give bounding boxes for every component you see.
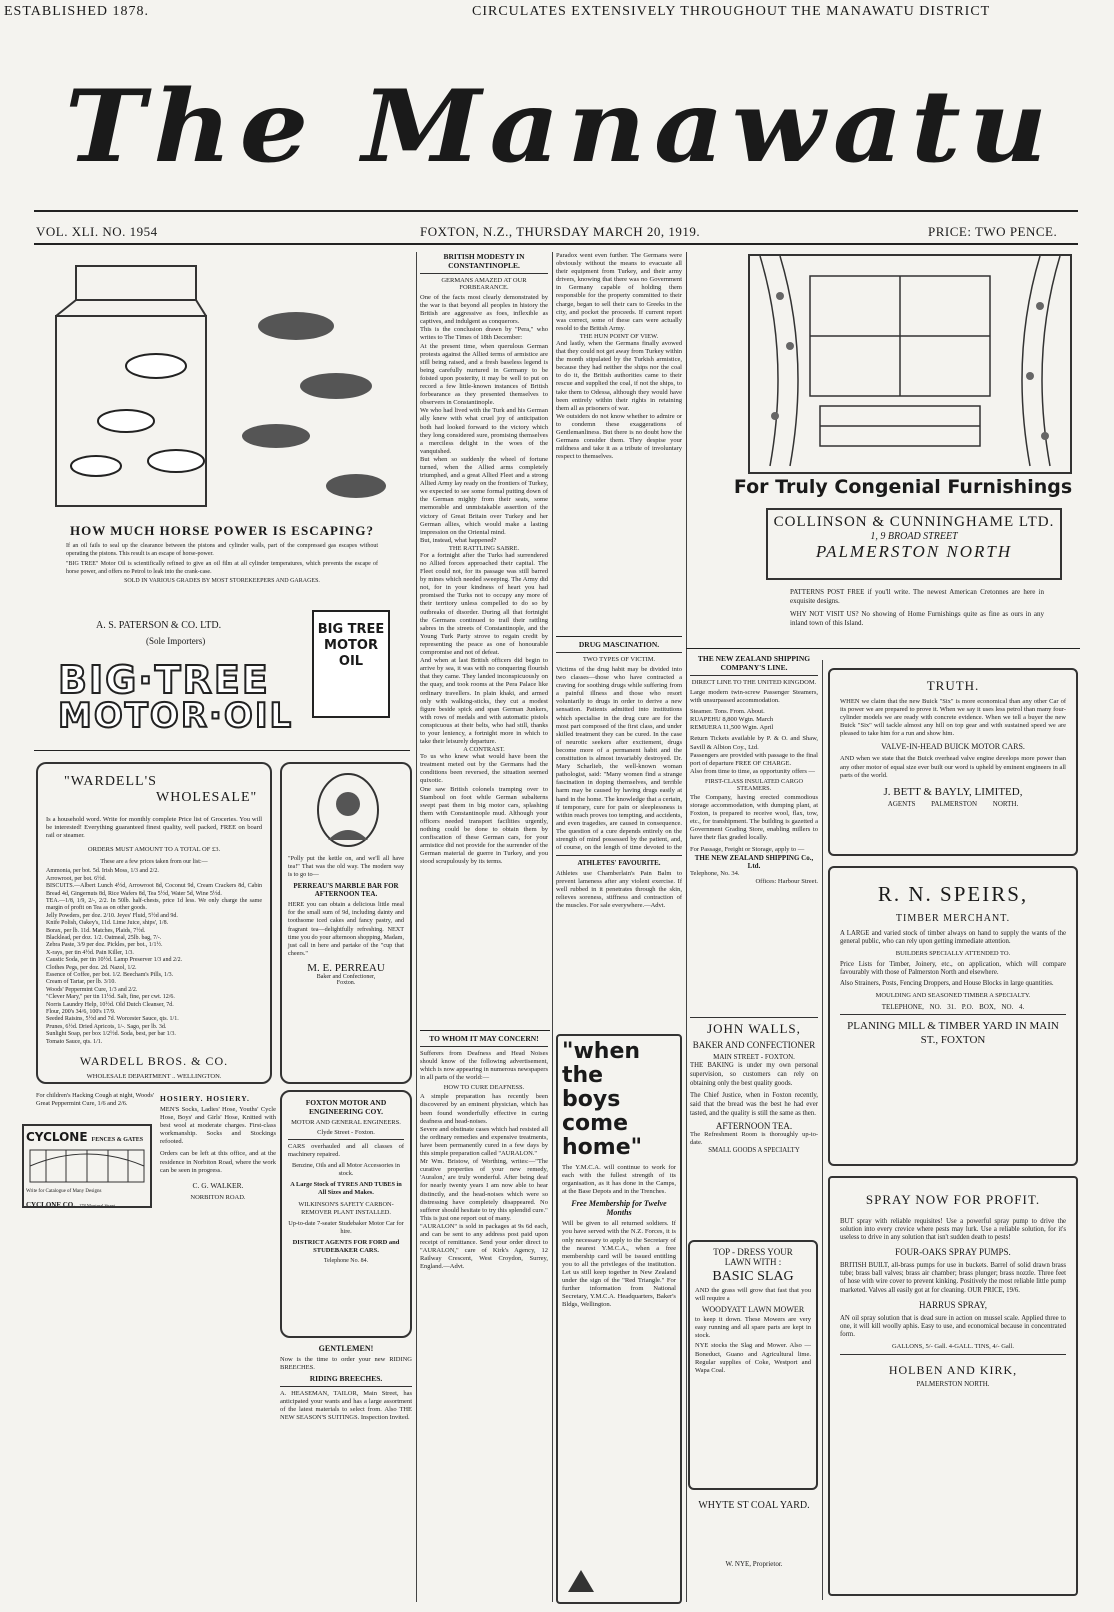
column-rule — [822, 660, 823, 1600]
speirs-body: Also Strainers, Posts, Fencing Droppers, and House Blocks in large quantities. — [840, 980, 1054, 988]
truth-head: TRUTH. — [926, 678, 980, 693]
truth-agents: AGENTS PALMERSTON NORTH. — [887, 799, 1019, 808]
walls-small: SMALL GOODS A SPECIALTY — [708, 1147, 800, 1155]
coal-yard: WHYTE ST COAL YARD. — [698, 1500, 810, 1511]
price-list-item: Prunes, 6½d. Dried Apricots, 1/-. Sago, per lb. 3d. — [46, 1023, 167, 1030]
wardell-minimum: ORDERS MUST AMOUNT TO A TOTAL OF £3. — [87, 846, 221, 854]
ad-sold-note: SOLD IN VARIOUS GRADES BY MOST STOREKEEPERS AND GARAGES. — [124, 578, 320, 584]
price-list-item: Knife Polish, Oakey's, 11d. Lime Juice, ships', 1/8. — [46, 920, 169, 927]
paragraph: Sufferers from Deafness and Head Noises should know of the following advertisement, which is now appearing in numerous newspapers in all parts of the world:— — [420, 1050, 548, 1082]
speirs-body: Price Lists for Timber, Joinery, etc., on application, which will compare favourably with those of Palmerston North and elsewhere. — [840, 961, 1066, 977]
paragraph: We who had lived with the Turk and his German ally knew with what cruel joy of anticipation both had looked forward to the victory which they long considered sure, promising themselves a merciless delight in the woes of the vanquished. — [420, 407, 548, 455]
hosiery-name: C. G. WALKER. — [192, 1180, 244, 1190]
perreau-trade: Baker and Confectioner, — [316, 973, 376, 980]
price-list-item: Arrowroot, per bot. 6½d. — [46, 875, 107, 882]
horses-illustration — [36, 256, 408, 516]
shipping-offices: Offices: Harbour Street. — [755, 877, 818, 885]
walls-body: THE BAKING is under my own personal supervision, so customers can rely on obtaining only the best quality goods. — [690, 1062, 818, 1087]
motor-tel: Telephone No. 84. — [323, 1258, 369, 1265]
spray-firm: HOLBEN AND KIRK, — [888, 1362, 1018, 1377]
paragraph: "AURALON" is sold in packages at 9s 6d each, and can be sent to any address post paid upon receipt of remittance. Send your order direct to "AURALON," care of Kirk's Agency, 12 Railway Crescent, West Croydon, Surrey, England.—Advt. — [420, 1222, 548, 1271]
speirs-name: R. N. SPEIRS, — [877, 882, 1029, 906]
collinson-logo-box — [766, 508, 1062, 580]
column-rule — [686, 252, 687, 1602]
spray-body: AN oil spray solution that is dead sure in action on mussel scale. Applied three to one, it will kill woolly aphis. Easy to use, and economical because in concentrated form. — [840, 1314, 1066, 1338]
spray-gallons: GALLONS, 5/- Gall. 4-GALL. TINS, 4/- Gall. — [891, 1342, 1015, 1350]
motor-sub: MOTOR AND GENERAL ENGINEERS. — [291, 1119, 401, 1126]
logo-big-tree: BIG·TREE — [58, 658, 270, 702]
ymca-free: Free Membership for Twelve Months — [571, 1199, 667, 1218]
paragraph: Paradox went even further. The Germans were obviously without the means to evacuate all their equipment from Turkey, and their army drivers, knowing that there was no Government in Germany capable of holding them responsible for the property committed to their charge, began to sell their cars to Greeks in the city, and pocket the proceeds. If current report was correct, some of these cars were actually resold to the British Army. — [556, 252, 682, 332]
shipping-row: RUAPEHU 8,800 Wgtn. March — [690, 716, 774, 724]
section-subhead: HOW TO CURE DEAFNESS. — [443, 1084, 525, 1092]
price-list-item: Seeded Raisins, 5½d and 7d. Worcester Sauce, qts. 1/1. — [46, 1016, 179, 1023]
paragraph: Victims of the drug habit may be divided into two classes—those who have contracted a craving for soothing drugs while suffering from a painful illness and those who resort voluntarily to drugs in order to derive a new sensation. Patients admitted into institutions which specialise in the drug cure are for the most part composed of the first class, and under skilled treatment they can be cured. In the case of neurotic seekers after excitement, drugs become more of a permanent habit and the constitution is almost invariably destroyed. Dr. Mary Scharlieb, the well-known woman pathologist, said: "Many women find a strange fascination in doping themselves, and terrible harm may be caused by having drugs easily at hand in the home. The knowledge that a certain, if temporary, cure for pain or sleeplessness is within reach proves too tempting, and accidents, and even tragedies, are caused in consequence. The question of a cure depends entirely on the strength of mind possessed by the patient, and, of course, on the length of time devoted to the — [556, 666, 682, 852]
portrait-vignette — [288, 770, 408, 850]
speirs-tel: TELEPHONE, NO. 31. P.O. BOX, NO. 4. — [881, 1003, 1025, 1012]
price-list-item: Tomato Sauce, qts. 1/1. — [46, 1038, 103, 1045]
gate-illustration — [26, 1146, 148, 1184]
paragraph: Athletes use Chamberlain's Pain Balm to prevent lameness after any violent exercise. If well rubbed in it penetrates through the skin, relieves soreness, stiffness and contraction of the muscles. For sale everywhere.—Advt. — [556, 870, 682, 910]
price-list-item: Caustic Soda, per tin 10½d. Lamp Preserver 1/3 and 2/2. — [46, 957, 183, 964]
price: PRICE: TWO PENCE. — [928, 224, 1058, 239]
gentlemen-line: RIDING BREECHES. — [309, 1374, 383, 1384]
spray-head: SPRAY NOW FOR PROFIT. — [865, 1192, 1041, 1207]
slag-head: LAWN WITH : — [724, 1257, 782, 1267]
price-list-item: X-rays, per tin 4½d. Pain Killer, 1/3. — [46, 949, 134, 956]
price-list-item: Ammonia, per bot. 5d. Irish Moss, 1/3 and 2/2. — [46, 868, 159, 875]
basic-slag-ad — [688, 1240, 818, 1490]
section-subhead: THE RATTLING SABRE. — [448, 544, 520, 552]
speirs-builders: BUILDERS SPECIALLY ATTENDED TO. — [895, 950, 1011, 958]
shipping-agent: THE NEW ZEALAND SHIPPING Co., Ltd. — [694, 853, 814, 870]
motor-line: Up-to-date 7-seater Studebaker Motor Car for hire. — [288, 1219, 404, 1235]
wardell-few: These are a few prices taken from our list:— — [100, 859, 208, 866]
spray-pumps: FOUR-OAKS SPRAY PUMPS. — [895, 1247, 1011, 1258]
masthead-title: The Manawatu — [64, 69, 1056, 185]
slag-head: TOP - DRESS YOUR — [713, 1247, 793, 1257]
motor-street: Clyde Street - Foxton. — [317, 1129, 375, 1136]
price-list-item: "Clever Mary," per tin 11½d. Salt, fine, per cwt. 12/6. — [46, 994, 175, 1001]
volume-number: VOL. XLI. NO. 1954 — [36, 224, 158, 239]
wardell-dept: WHOLESALE DEPARTMENT .. WELLINGTON. — [86, 1073, 222, 1081]
motor-line: WILKINSON'S SAFETY CARBON-REMOVER PLANT INSTALLED. — [298, 1200, 394, 1216]
shipping-body: Large modern twin-screw Passenger Steamers, with unsurpassed accommodation. — [690, 689, 818, 705]
article-head: TO WHOM IT MAY CONCERN! — [429, 1034, 539, 1043]
walls-tea-body: The Refreshment Room is thoroughly up-to-date. — [690, 1131, 818, 1147]
furnish-body: WHY NOT VISIT US? No showing of Home Furnishings quite as fine as ours in any inland town of this Island. — [790, 610, 1044, 627]
shipping-ad — [690, 654, 818, 1014]
perreau-head: PERREAU'S MARBLE BAR FOR AFTERNOON TEA. — [293, 882, 399, 899]
ad-body: "BIG TREE" Motor Oil is scientifically refined to give an oil film at all cylinder temperatures, which prevents the escape of horse power, and offers no Petrol to leak into the crank-case. — [66, 561, 378, 575]
shipping-tel: Telephone, No. 34. — [690, 869, 740, 877]
price-list-item: Blacklead, per doz. 1/2. Oatmeal, 25lb. bag, 7/-. — [46, 934, 162, 941]
furnishing-illustration — [748, 254, 1072, 474]
paragraph: But, instead, what happened? — [420, 536, 497, 544]
motor-line: DISTRICT AGENTS FOR FORD and STUDEBAKER CARS. — [292, 1238, 400, 1255]
walls-trade: BAKER AND CONFECTIONER — [692, 1040, 816, 1050]
dateline: FOXTON, N.Z., THURSDAY MARCH 20, 1919. — [420, 224, 701, 239]
shipping-cargo: FIRST-CLASS INSULATED CARGO STEAMERS. — [704, 777, 804, 792]
perreau-name: M. E. PERREAU — [307, 961, 385, 974]
rule — [34, 750, 410, 751]
article-head: DRUG MASCINATION. — [578, 640, 660, 649]
speirs-body: A LARGE and varied stock of timber always on hand to supply the wants of the general public, who can rely upon getting immediate attention. — [840, 930, 1066, 946]
coal-proprietor: W. NYE, Proprietor. — [725, 1560, 783, 1568]
perreau-body: HERE you can obtain a delicious little meal for the small sum of 9d, including dainty and toothsome iced cakes and fancy pastry, and fragrant tea—delightfully refreshing. NEXT time you do your afternoon shopping, Madam, just call in here and partake of the "cup that cheers." — [288, 901, 404, 957]
cyclone-ad — [22, 1124, 152, 1208]
wardell-title: "WARDELL'S — [64, 774, 157, 789]
truth-valve: VALVE-IN-HEAD BUICK MOTOR CARS. — [881, 742, 1025, 752]
window-scene — [750, 256, 1070, 472]
shipping-body: Also from time to time, as opportunity offers — — [690, 767, 815, 775]
walls-addr: MAIN STREET - FOXTON. — [713, 1053, 795, 1061]
paragraph: One saw British colonels tramping over to Stamboul on foot while German subalterns swept past them in big motor cars, splashing them with Constantinople mud. Although your officers needed transport facilities urgently, nothing could be done to obtain them by confiscation of these German cars, for your armistice did not provide for the surrender of the German material de guerre in Turkey, and you stood scrupulously by its terms. — [420, 785, 548, 866]
shipping-body: For Passage, Freight or Storage, apply to — — [690, 845, 805, 853]
article-head: BRITISH MODESTY IN CONSTANTINOPLE. — [443, 252, 525, 270]
slag-body: NYE stocks the Slag and Mower. Also — Boneduct, Guano and Agricultural lime. Regular supplies of Coke, Westport and Wapa Coal. — [695, 1342, 811, 1374]
article-modesty — [420, 252, 548, 1027]
ad-headline: HOW MUCH HORSE POWER IS ESCAPING? — [70, 523, 374, 538]
price-list-item: Zebra Paste, 3/9 per doz. Pickles, per bot., 1/1½. — [46, 942, 163, 949]
big-tree-oil-ad — [36, 256, 408, 736]
price-list-item: Cream of Tartar, per lb. 3/10. — [46, 979, 116, 986]
furnish-body: PATTERNS POST FREE if you'll write. The newest American Cretonnes are here in exquisite designs. — [790, 588, 1044, 605]
article-subhead: GERMANS AMAZED AT OUR FORBEARANCE. — [441, 277, 527, 291]
shipping-body: Passengers are provided with passage to the final port of departure FREE OF CHARGE. — [690, 751, 818, 767]
article-head: ATHLETES' FAVOURITE. — [577, 859, 661, 867]
price-list-item: TEA.—1/8, 1/9, 2/-, 2/2. In 50lb. half-chests, price 1d less. We only charge the same margin of profit on Tea as on other goods. — [46, 897, 262, 912]
motor-line: CARS overhauled and all classes of machinery repaired. — [288, 1143, 404, 1159]
paragraph: But when so suddenly the wheel of fortune turned, when the Allied arms completely triumphed, and a great Allied Fleet and a strong Allied Army lay ready on the frontiers of Turkey, we expected to see some formal putting down of the German mighty from their seats, some memorable and unmistakable assertion of the victory of Great Britain over Turkey and her German allies, which would make a lasting impression on the Oriental mind. — [420, 455, 548, 536]
oil-can: BIG TREE MOTOR OIL — [312, 610, 390, 718]
article-subhead: TWO TYPES OF VICTIM. — [582, 656, 656, 663]
wardell-wholesale-ad — [36, 762, 272, 1084]
paragraph: We outsiders do not know whether to admire or to condemn these exaggerations of Gentlemanliness. But there is no doubt how the Germans consider them. They despise your mildness and take it as a tribute of involuntary respect to themselves. — [556, 412, 682, 461]
established: ESTABLISHED 1878. — [4, 4, 149, 19]
spray-body: BUT spray with reliable requisites! Use a powerful spray pump to drive the solution into every crevice where pests may lurk. Use a reliable solution, for it's useless to drive in any solution that isn't sudden death to pests! — [840, 1218, 1066, 1242]
paragraph: Severe and obstinate cases which had resisted all the ordinary remedies and expensive treatments, have been permanently cured in a few days by this simple preparation called "AURALON." — [420, 1125, 548, 1158]
wardell-title: WHOLESALE" — [156, 790, 258, 805]
red-triangle-icon — [566, 1568, 596, 1594]
importer-name: A. S. PATERSON & CO. LTD. — [96, 620, 222, 631]
motor-line: A Large Stock of TYRES AND TUBES in All Sizes and Makes. — [290, 1181, 402, 1197]
price-list-item: Clothes Pegs, per doz. 2d. Nazol, 1/2. — [46, 964, 137, 971]
price-list-item: Jelly Powders, per doz. 2/10. Jeyes' Fluid, 5½d and 9d. — [46, 912, 178, 919]
ad-body: If an oil fails to seal up the clearance between the pistons and cylinder walls, part of the compressed gas escapes without operating the pistons. This result is an escape of horse-power. — [66, 543, 378, 557]
speirs-mould: MOULDING AND SEASONED TIMBER A SPECIALTY. — [875, 992, 1031, 1000]
slag-mower: WOODYATT LAWN MOWER — [701, 1305, 805, 1315]
rule — [556, 636, 682, 637]
article-concern — [420, 1034, 548, 1604]
paragraph: One of the facts most clearly demonstrated by the war is that beyond all peoples in history the British are aggressive as foes, inflexible as captives, and indulgent as conquerors. — [420, 294, 548, 326]
cyclone-co: CYCLONE CO. — [26, 1201, 76, 1208]
speirs-trade: TIMBER MERCHANT. — [895, 913, 1011, 924]
column-rule — [552, 252, 553, 1602]
cyclone-write: Write for Catalogue of Many Designs — [26, 1189, 102, 1194]
price-list-item: Woods' Peppermint Cure, 1/3 and 2/2. — [46, 986, 138, 993]
walls-body: The Chief Justice, when in Foxton recently, said that the bread was the best he had ever tasted, and the quality is still the same as then. — [690, 1092, 818, 1117]
wardell-price-list — [46, 868, 262, 1046]
slag-head: BASIC SLAG — [712, 1269, 794, 1284]
paragraph: And lastly, when the Germans finally avowed that they could not get away from Turkey within the month stipulated by the Turkish armistice, because they had neither the ships nor the coal to do it, the British authorities came to their rescue and supplied the coal, if not the ships, to take them to Odessa, although they would have been entirely within their rights in retaining them all as prisoners of war. — [556, 339, 682, 412]
price-list-item: BISCUITS.—Albert Lunch 4½d, Arrowroot 8d, Coconut 9d, Cream Crackers 8d, Cabin Bread 4d, Gingernuts 8d, Rice Wafers 8d, Tea 5½d, Water 5d, Wine 5½d. — [46, 883, 262, 897]
collinson-town: PALMERSTON NORTH — [815, 542, 1013, 561]
hosiery-body: Orders can be left at this office, and at the residence in Norbiton Road, where the work can be seen in progress. — [160, 1150, 276, 1174]
ymca-headline: home" — [562, 1135, 643, 1160]
hosiery-body: MEN'S Socks, Ladies' Hose, Youths' Cycle Hose, Boys' and Girls' Hose, Knitted with best wool at moderate charges. First-class workmanship. Socks and Stockings refooted. — [160, 1106, 276, 1146]
perreau-ad — [280, 762, 412, 1084]
shipping-table-head: Steamer. Tons. From. About. — [690, 708, 765, 716]
walls-ad — [690, 1014, 818, 1236]
speirs-timber-ad — [828, 866, 1078, 1166]
paragraph: And when at last British officers did begin to arrive by sea, it was with no conquering flourish that they came. They landed inconspicuously on the quay, and took rooms at the Pera Palace like ordinary travellers. In plain khaki, and armed only with walking-sticks, they cut a modest figure beside spick and span German Junkers, with rows of medals and with automatic pistols conspicuous at their belts, who had still, thanks to your leniency, a fortnight more in which to take their leisurely departure. — [420, 657, 548, 746]
ymca-body: Will be given to all returned soldiers. If you have served with the N.Z. Forces, it is only necessary to apply to the Secretary of the nearest Y.M.C.A., when a free membership card will be issued entitling you to all the privileges of the institution. Let us still keep together in New Zealand under the sign of the "Red Triangle." For further information from National Secretary, Y.M.C.A. Headquarters, Baker's Bldgs, Wellington. — [562, 1220, 676, 1309]
ymca-headline: boys come — [562, 1087, 628, 1136]
hosiery-head: HOSIERY. HOSIERY. — [160, 1094, 250, 1103]
gentlemen-line: Now is the time to order your new RIDING BREECHES. — [280, 1356, 412, 1372]
paragraph: At the present time, when querulous German protests against the Allied terms of armistice are still being raised, and a fresh baseless legend is being carefully nurtured in Germany to be foisted upon posterity, it may be well to put on record a few little-known instances of British forbearance as they presented themselves to observers in Constantinople. — [420, 342, 548, 407]
gentlemen-ad — [280, 1344, 412, 1534]
paragraph: To us who knew what would have been the treatment meted out by the Germans had the conditions been reversed, the situation seemed quixotic. — [420, 753, 548, 785]
price-list-item: Norris Laundry Help, 10½d. Old Dutch Cleanser, 7d. — [46, 1001, 174, 1008]
truth-buick-ad — [828, 668, 1078, 856]
wardell-firm: WARDELL BROS. & CO. — [79, 1054, 229, 1069]
shipping-row: REMUERA 11,500 Wgtn. April — [690, 724, 774, 732]
paragraph: A simple preparation has recently been discovered by an eminent physician, which has been found wonderfully effective in curing deafness and head-noises. — [420, 1093, 548, 1125]
paragraph: This is just one report out of many. — [420, 1214, 511, 1222]
rule — [34, 210, 1078, 212]
article-drug — [556, 640, 682, 852]
price-list-item: Flour, 200's 34/6, 100's 17/9. — [46, 1009, 116, 1015]
wardell-intro: Is a household word. Write for monthly complete Price list of Groceries. You will be interested! Everything guaranteed finest quality, well packed, FREE on board rail or steamer. — [46, 816, 262, 840]
motor-line: Benzine, Oils and all Motor Accessories in stock. — [292, 1162, 400, 1178]
perreau-place: Foxton. — [336, 979, 356, 986]
cough-cure-ad: For children's Hacking Cough at night, Woods' Great Peppermint Cure, 1/6 and 2/6. — [36, 1092, 154, 1108]
rule — [34, 243, 1078, 245]
motor-title: FOXTON MOTOR AND ENGINEERING COY. — [305, 1098, 387, 1116]
article-athletes — [556, 852, 682, 1022]
logo-motor-oil: MOTOR·OIL — [58, 696, 294, 736]
article-modesty-cont — [556, 252, 682, 630]
spray-ad — [828, 1176, 1078, 1596]
price-list-item: Sunlight Soap, per box 1/2½d. Soda, best, per bar 1/3. — [46, 1031, 176, 1038]
speirs-mill: PLANING MILL & TIMBER YARD IN MAIN ST., FOXTON — [847, 1020, 1059, 1047]
truth-body: WHEN we claim that the new Buick "Six" is more economical than any other Car of its power we are prepared to prove it. When we say it uses less petrol than many four-cylinder models we are ready with concrete evidence. When we tell a buyer the new Buick "Six" will tackle almost any hill on top gear and with sustained speed we are pleased to take him for a run and show him. — [840, 698, 1066, 738]
cyclone-fences: FENCES & GATES — [91, 1137, 144, 1143]
column-rule — [416, 252, 417, 1602]
spray-body: BRITISH BUILT, all-brass pumps for use in buckets. Barrel of solid drawn brass tube; brass ball valves; brass air chamber; brass plunger; brass nozzle. Three feet of hose with wire cover to prevent kinking. Positively the most reliable little pump marketed. Valves all easily got at for cleaning. OUR PRICE, 19/6. — [840, 1262, 1066, 1294]
collinson-firm: COLLINSON & CUNNINGHAME LTD. — [773, 514, 1055, 530]
foxton-motor-ad — [280, 1090, 412, 1338]
slag-body: to keep it down. These Mowers are very easy running and all spare parts are kept in stock. — [695, 1316, 811, 1340]
spray-harrus: HARRUS SPRAY, — [918, 1299, 988, 1310]
paragraph: This is the conclusion drawn by "Pera," who writes to The Times of 18th December: — [420, 326, 548, 342]
circulation-note: CIRCULATES EXTENSIVELY THROUGHOUT THE MANAWATU DISTRICT — [472, 4, 991, 19]
rule — [420, 1030, 550, 1031]
collinson-addr: 1, 9 BROAD STREET — [870, 531, 958, 542]
ymca-body: The Y.M.C.A. will continue to work for each with the fullest strength of its organisation, as it has done in the Camps, at the Base Depots and in the Trenches. — [562, 1164, 676, 1196]
ymca-headline: "when the — [562, 1039, 641, 1088]
hosiery-ad — [160, 1094, 276, 1294]
cyclone-name: CYCLONE — [26, 1130, 88, 1144]
walls-tea: AFTERNOON TEA. — [715, 1121, 793, 1131]
cyclone-addr: 178 Montreal Street — [79, 1203, 116, 1208]
importer-sub: (Sole Importers) — [146, 636, 206, 646]
paragraph: For a fortnight after the Turks had surrendered no Allied forces approached their capital. The Fleet could not, for its passage was still barred by mines which needed sweeping. The Army did not, for in your kindness of heart you had promised the Turks not to occupy any more of their territory unless compelled to do so by outbreaks of disorder. During all that fortnight the Germans continued to trail their rattling sabres in the streets of Constantinople, and the Young Turk Party strove to regain credit by representing the peace as one of honourable compromise and not of defeat. — [420, 551, 548, 657]
ymca-ad — [556, 1034, 682, 1604]
truth-firm: J. BETT & BAYLY, LIMITED, — [883, 785, 1023, 798]
paragraph: Mr Wm. Bristow, of Worthing, writes:—"The curative properties of your new remedy, 'Auralon,' are truly wonderful. After being deaf for nearly twenty years I am now able to hear distinctly, and the head-noises which were so distressing have completely disappeared. No sufferer should hesitate to try this splendid cure." — [420, 1158, 548, 1214]
hosiery-addr: NORBITON ROAD. — [190, 1193, 246, 1201]
furnish-head: For Truly Congenial Furnishings — [733, 476, 1073, 498]
walls-name: JOHN WALLS, — [707, 1021, 801, 1036]
section-subhead: THE HUN POINT OF VIEW. — [579, 332, 659, 340]
section-subhead: A CONTRAST. — [463, 746, 505, 754]
gentlemen-body: A. HEASEMAN, TAILOR, Main Street, has anticipated your wants and has a large assortment of the latest materials to select from. Also THE NEW SEASON'S SUITINGS. Inspection Invited. — [280, 1390, 412, 1422]
shipping-head: THE NEW ZEALAND SHIPPING COMPANY'S LINE. — [697, 654, 811, 672]
price-list-item: Essence of Coffee, per bot. 1/2. Beecham's Pills, 1/3. — [46, 971, 174, 978]
rule — [686, 648, 1080, 649]
shipping-line: DIRECT LINE TO THE UNITED KINGDOM. — [691, 679, 817, 686]
spray-town: PALMERSTON NORTH. — [916, 1379, 990, 1388]
gentlemen-head: GENTLEMEN! — [318, 1344, 374, 1353]
slag-body: AND the grass will grow that fast that you will require a — [695, 1287, 811, 1303]
shipping-body: Return Tickets available by P. & O. and Shaw, Savill & Albion Coy., Ltd. — [690, 735, 818, 751]
truth-body: AND when we state that the Buick overhead valve engine develops more power than any other motor of equal size ever built our word is upheld by eminent engineers in all parts of the world. — [840, 755, 1066, 779]
perreau-quote: "Polly put the kettle on, and we'll all have tea!" That was the old way. The modern way is to go to— — [288, 855, 404, 879]
shipping-body: The Company, having erected commodious storage accommodation, with dumping plant, at Foxton, is prepared to receive wool, flax, tow, etc., for transhipment. The building is gazetted a Government Grading Store, enabling millers to have their flax graded locally. — [690, 793, 818, 842]
price-list-item: Borax, per lb. 11d. Matches, Plaids, 7½d. — [46, 927, 146, 934]
